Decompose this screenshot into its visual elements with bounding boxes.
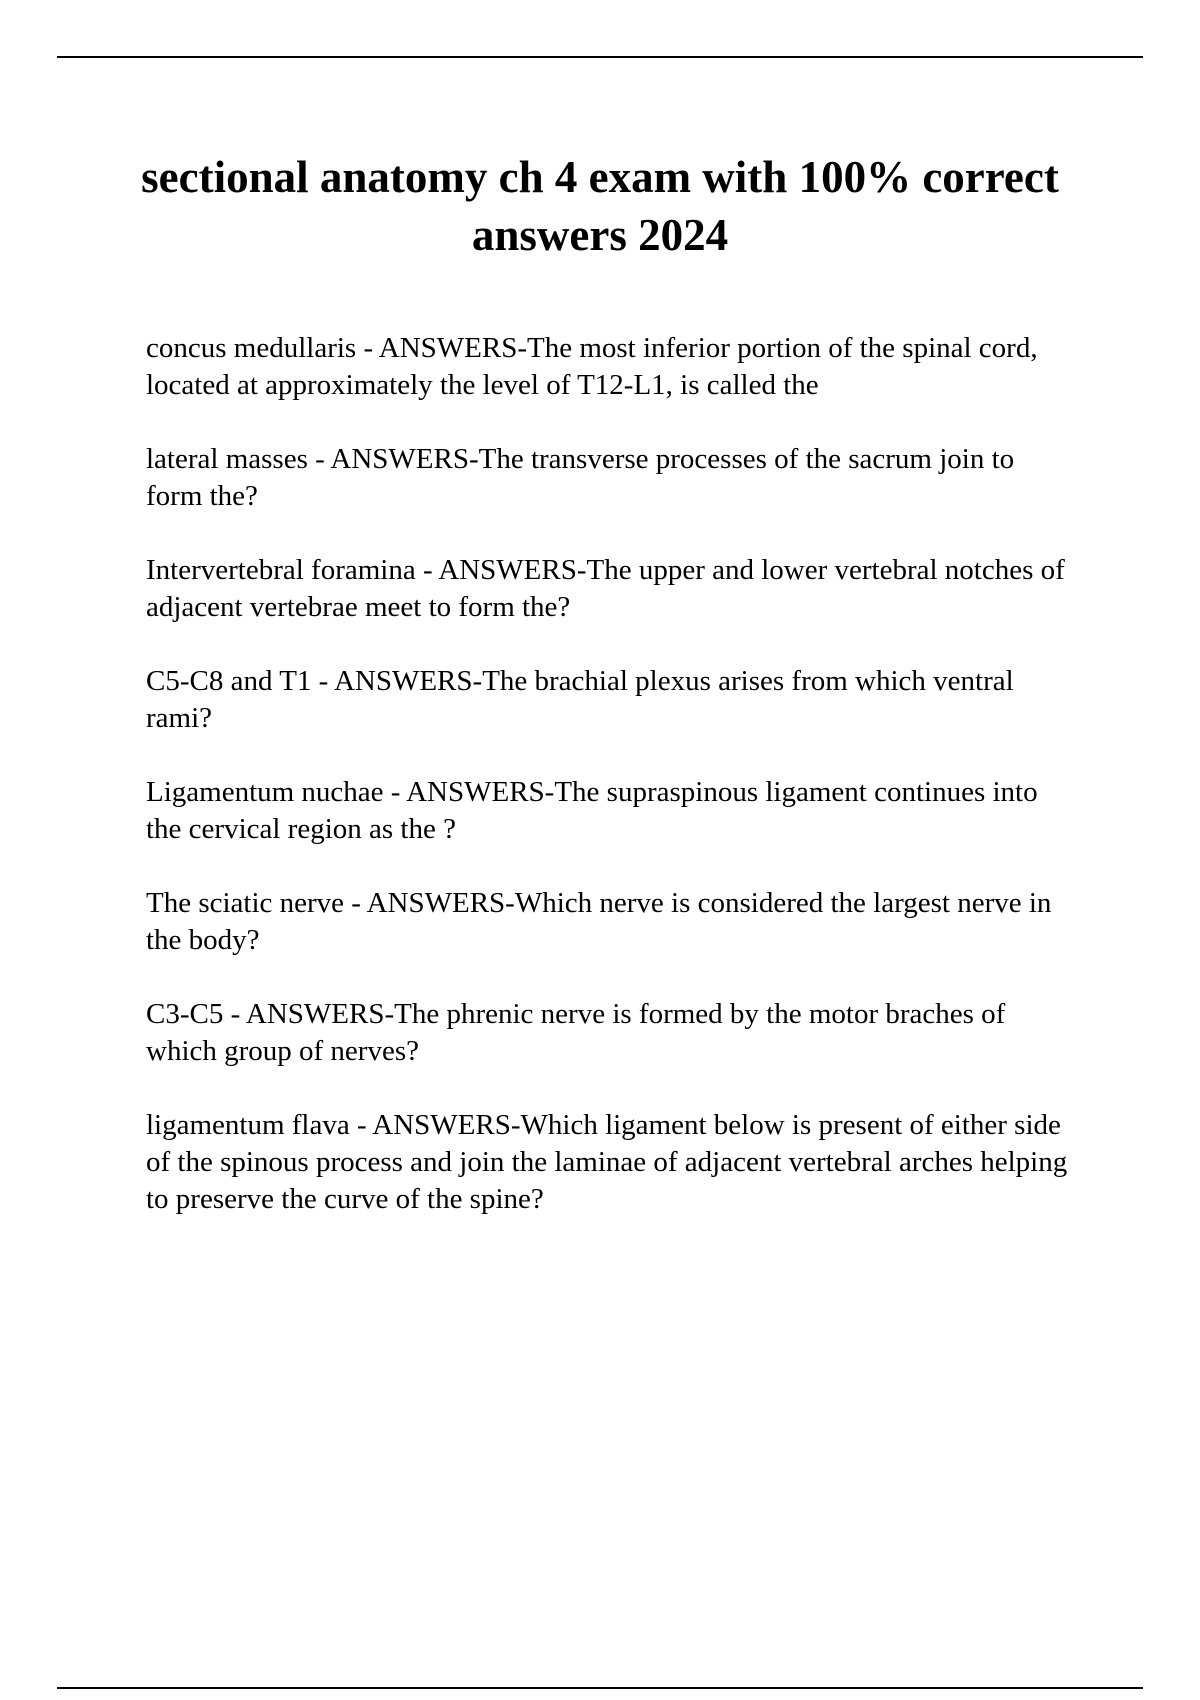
qa-item: The sciatic nerve - ANSWERS-Which nerve is considered the largest nerve in the body? — [146, 887, 1052, 956]
bottom-rule — [57, 1687, 1143, 1689]
qa-item: concus medullaris - ANSWERS-The most inferior portion of the spinal cord, located at approximately the level of T12-L1, is called the — [146, 332, 1038, 401]
qa-item: lateral masses - ANSWERS-The transverse processes of the sacrum join to form the? — [146, 443, 1015, 512]
qa-item: C5-C8 and T1 - ANSWERS-The brachial plexus arises from which ventral rami? — [146, 665, 1014, 734]
top-rule — [57, 56, 1143, 58]
page-title: sectional anatomy ch 4 exam with 100% correct answers 2024 — [141, 152, 1059, 260]
qa-item: ligamentum flava - ANSWERS-Which ligament below is present of either side of the spinous process and join the laminae of adjacent vertebral arches helping to preserve the curve of the spine? — [146, 1109, 1068, 1215]
qa-item: C3-C5 - ANSWERS-The phrenic nerve is formed by the motor braches of which group of nerves? — [146, 998, 1006, 1067]
qa-item: Intervertebral foramina - ANSWERS-The upper and lower vertebral notches of adjacent vertebrae meet to form the? — [146, 554, 1065, 623]
qa-list — [146, 330, 1076, 1255]
qa-item: Ligamentum nuchae - ANSWERS-The supraspinous ligament continues into the cervical region as the ? — [146, 776, 1038, 845]
